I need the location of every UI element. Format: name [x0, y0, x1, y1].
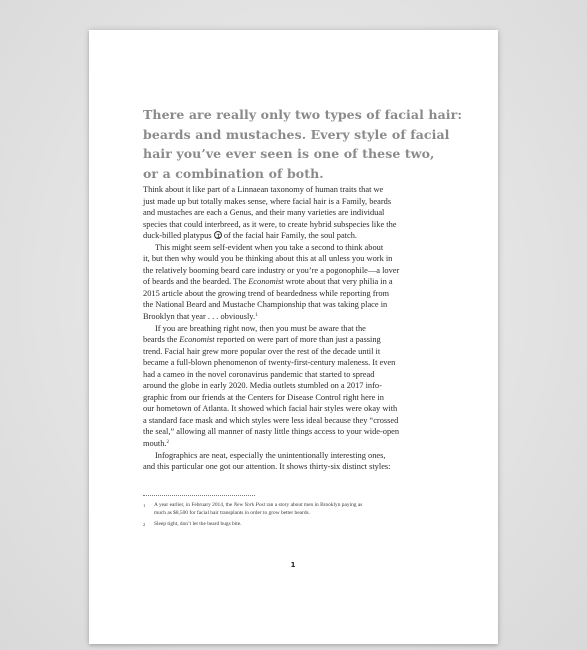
- publication-title: Economist: [248, 277, 284, 287]
- body-line: [143, 311, 453, 323]
- body-line: graphic from our friends at the Centers for Disease Control right here in: [143, 392, 384, 402]
- body-text-span: beards the: [143, 335, 180, 345]
- body-text-span: of the facial hair Family, the soul patch.: [223, 231, 357, 241]
- body-line: around the globe in early 2020. Media outlets stumbled on a 2017 info-: [143, 381, 382, 391]
- footnote-line: much as $8,500 for facial hair transplants in order to grow better beards.: [154, 509, 310, 516]
- footnote-number: 2: [143, 522, 146, 528]
- body-line: had a cameo in the novel coronavirus pandemic that started to spread: [143, 369, 375, 379]
- body-line: our hometown of Atlanta. It showed which facial hair styles were okay with: [143, 404, 398, 414]
- body-line: [143, 230, 453, 242]
- body-line: [143, 438, 453, 450]
- pull-quote-line: or a combination of both.: [143, 165, 324, 181]
- body-line: just made up but totally makes sense, where facial hair is a Family, beards: [143, 196, 392, 206]
- body-text-span: Brooklyn that year . . . obviously.: [143, 312, 256, 322]
- footnote-text: ran a story about men in Brooklyn paying as: [265, 502, 363, 508]
- body-line: Infographics are neat, especially the unintentionally interesting ones,: [155, 450, 386, 460]
- body-text-span: of beards and the bearded. The: [143, 277, 249, 287]
- body-line: a standard face mask and which styles were less ideal because they “crossed: [143, 415, 399, 425]
- body-line: it, but then why would you be thinking about this at all unless you work in: [143, 254, 393, 264]
- body-line: 2015 article about the growing trend of beardedness while reporting from: [143, 288, 390, 298]
- footnote-line: Sleep tight, don’t let the beard bugs bite.: [154, 521, 242, 528]
- body-line: Think about it like part of a Linnaean taxonomy of human traits that we: [143, 185, 384, 194]
- body-text: [143, 184, 453, 473]
- footnote-line: [154, 502, 453, 510]
- body-line: and this particular one got our attention. It shows thirty-six distinct styles:: [143, 462, 391, 472]
- body-text-span: duck-billed platypus: [143, 231, 212, 241]
- pull-quote-line: beards and mustaches. Every style of facial: [143, 126, 450, 142]
- publication-title: Economist: [179, 335, 215, 345]
- footnote-item: [143, 502, 453, 517]
- body-line: the seal,” allowing all manner of nasty little things access to your wide-open: [143, 427, 400, 437]
- body-line: species that could interbreed, as it were, to create hybrid subspecies like the: [143, 219, 397, 229]
- body-line: and mustaches are each a Genus, and their many varieties are individual: [143, 208, 385, 218]
- body-line: [143, 334, 453, 346]
- body-line: If you are breathing right now, then you must be aware that the: [155, 323, 366, 333]
- footnote-ref-1[interactable]: 1: [255, 313, 258, 319]
- body-text-span: reported on were part of more than just a passing: [214, 335, 381, 345]
- body-text-span: mouth.: [143, 439, 167, 449]
- pull-quote-line: hair you’ve ever seen is one of these two,: [143, 146, 435, 161]
- body-line: the relatively booming beard care industry or you’re a pogonophile—a lover: [143, 265, 400, 275]
- body-line: [143, 276, 453, 288]
- pull-quote: [143, 105, 463, 183]
- footnote-number: 1: [143, 503, 146, 508]
- footnote-divider: [143, 495, 255, 496]
- body-line: This might seem self-evident when you take a second to think about: [155, 242, 384, 252]
- footnote-ref-2[interactable]: 2: [166, 440, 169, 446]
- body-line: the National Beard and Mustache Championship that was taking place in: [143, 300, 388, 310]
- footnote-item: [143, 521, 453, 529]
- page-number: 1: [290, 561, 296, 569]
- body-text-span: wrote about that very philia in a: [283, 277, 393, 287]
- book-page: [89, 30, 498, 644]
- platypus-emblem-icon: [214, 231, 222, 239]
- body-line: trend. Facial hair grew more popular over the rest of the decade until it: [143, 346, 381, 356]
- pull-quote-line: There are really only two types of facial hair:: [143, 107, 463, 122]
- publication-title: New York Post: [233, 502, 266, 508]
- body-line: became a full-blown phenomenon of twenty-first-century maleness. It even: [143, 358, 396, 368]
- footnote-text: A year earlier, in February 2014, the: [154, 502, 234, 508]
- footnotes: [143, 502, 453, 533]
